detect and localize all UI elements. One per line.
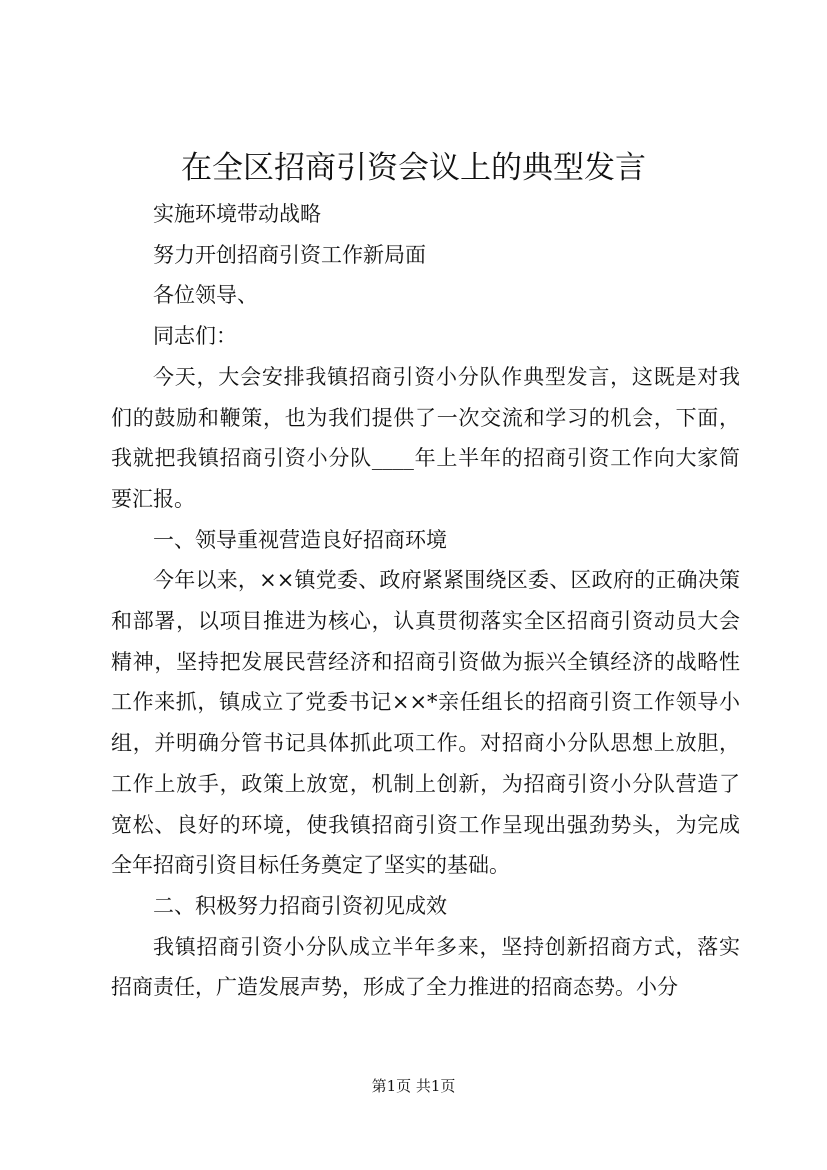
salutation-line-2: 同志们： — [153, 324, 237, 349]
section-heading-1: 一、领导重视营造良好招商环境 — [153, 527, 447, 552]
subtitle-line-2: 努力开创招商引资工作新局面 — [153, 242, 426, 267]
intro-paragraph: 今天，大会安排我镇招商引资小分队作典型发言，这既是对我们的鼓励和鞭策，也为我们提供了一次交流和学习的机会，下面，我就把我镇招商引资小分队____年上半年的招商引资工作向大家简要汇报。 — [111, 364, 740, 511]
page-number-footer: 第1页 共1页 — [371, 1077, 456, 1095]
document-body — [111, 194, 740, 1008]
section-2-paragraph: 我镇招商引资小分队成立半年多来，坚持创新招商方式，落实招商责任，广造发展声势，形成了全力推进的招商态势。小分 — [111, 934, 740, 1000]
subtitle-line-1: 实施环境带动战略 — [153, 202, 321, 226]
salutation-line-1: 各位领导、 — [153, 283, 258, 308]
section-1-paragraph: 今年以来，××镇党委、政府紧紧围绕区委、区政府的正确决策和部署，以项目推进为核心，认真贯彻落实全区招商引资动员大会精神，坚持把发展民营经济和招商引资做为振兴全镇经济的战略性工作来抓，镇成立了党委书记××*亲任组长的招商引资工作领导小组，并明确分管书记具体抓此项工作。对招商小分队思想上放胆，工作上放手，政策上放宽，机制上创新，为招商引资小分队营造了宽松、良好的环境，使我镇招商引资工作呈现出强劲势头，为完成全年招商引资目标任务奠定了坚实的基础。 — [111, 568, 740, 878]
document-title: 在全区招商引资会议上的典型发言 — [181, 150, 646, 186]
section-heading-2: 二、积极努力招商引资初见成效 — [153, 893, 447, 918]
